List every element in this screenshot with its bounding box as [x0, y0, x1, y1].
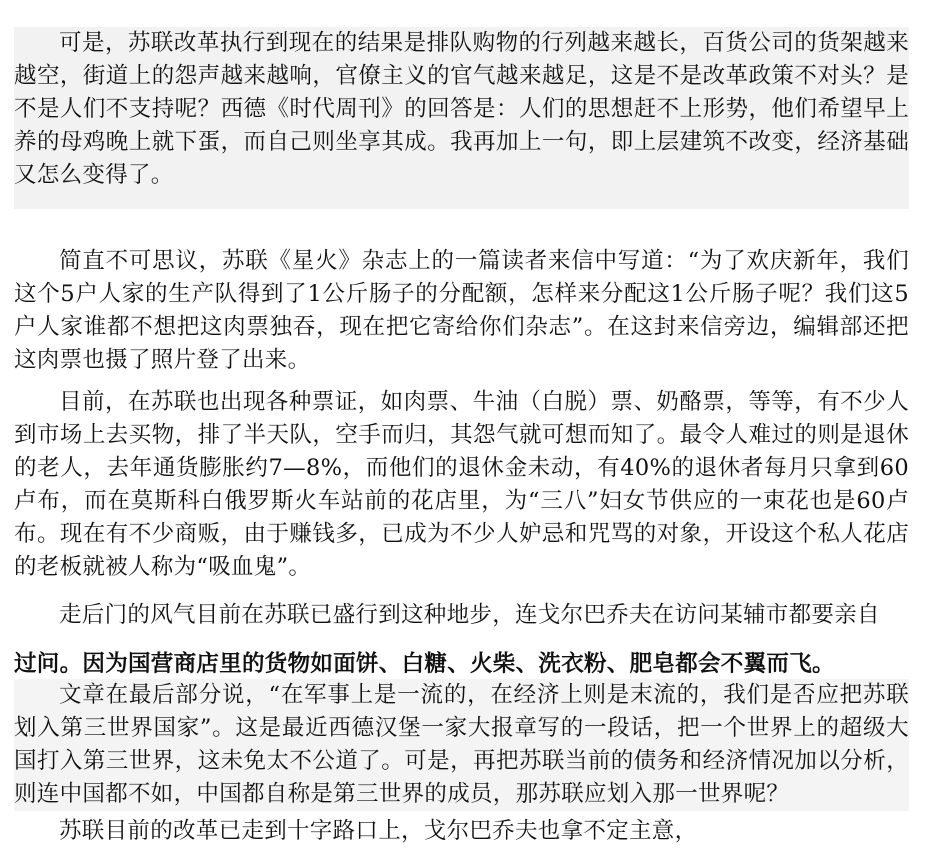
paragraph-ration-coupons: 目前，在苏联也出现各种票证，如肉票、牛油（白脱）票、奶酪票，等等，有不少人到市场上去买物，排了半天队，空手而归，其怨气就可想而知了。最令人难过的则是退休的老人，去年通货膨胀约7—8%，而他们的退休金未动，有40%的退休者每月只拿到60卢布，而在莫斯科白俄罗斯火车站前的花店里，为“三八”妇女节供应的一束花也是60卢布。现在有不少商贩，由于赚钱多，已成为不少人妒忌和咒骂的对象，开设这个私人花店的老板就被人称为“吸血鬼”。: [14, 388, 909, 580]
paragraph-back-door-continued: 过问。因为国营商店里的货物如面饼、白糖、火柴、洗衣粉、肥皂都会不翼而飞。: [14, 650, 835, 677]
paragraph-third-world: 文章在最后部分说，“在军事上是一流的，在经济上则是末流的，我们是否应把苏联划入第三世界国家”。这是最近西德汉堡一家大报章写的一段话，把一个世界上的超级大国打入第三世界，这未免太不公道了。可是，再把苏联当前的债务和经济情况加以分析，则连中国都不如，中国都自称是第三世界的成员，那苏联应划入那一世界呢？: [14, 679, 909, 811]
paragraph-back-door: 走后门的风气目前在苏联已盛行到这种地步，连戈尔巴乔夫在访问某辅市都要亲自: [59, 601, 880, 628]
paragraph-reader-letter: 简直不可思议，苏联《星火》杂志上的一篇读者来信中写道：“为了欢庆新年，我们这个5户人家的生产队得到了1公斤肠子的分配额，怎样来分配这1公斤肠子呢？我们这5户人家谁都不想把这肉票独吞，现在把它寄给你们杂志”。在这封来信旁边，编辑部还把这肉票也摄了照片登了出来。: [14, 247, 909, 373]
paragraph-reform-results: 可是，苏联改革执行到现在的结果是排队购物的行列越来越长，百货公司的货架越来越空，街道上的怨声越来越响，官僚主义的官气越来越足，这是不是改革政策不对头？是不是人们不支持呢？西德《时代周刊》的回答是：人们的思想赶不上形势，他们希望早上养的母鸡晚上就下蛋，而自己则坐享其成。我再加上一句，即上层建筑不改变，经济基础又怎么变得了。: [14, 27, 909, 209]
paragraph-crossroads: 苏联目前的改革已走到十字路口上，戈尔巴乔夫也拿不定主意，: [59, 817, 698, 844]
